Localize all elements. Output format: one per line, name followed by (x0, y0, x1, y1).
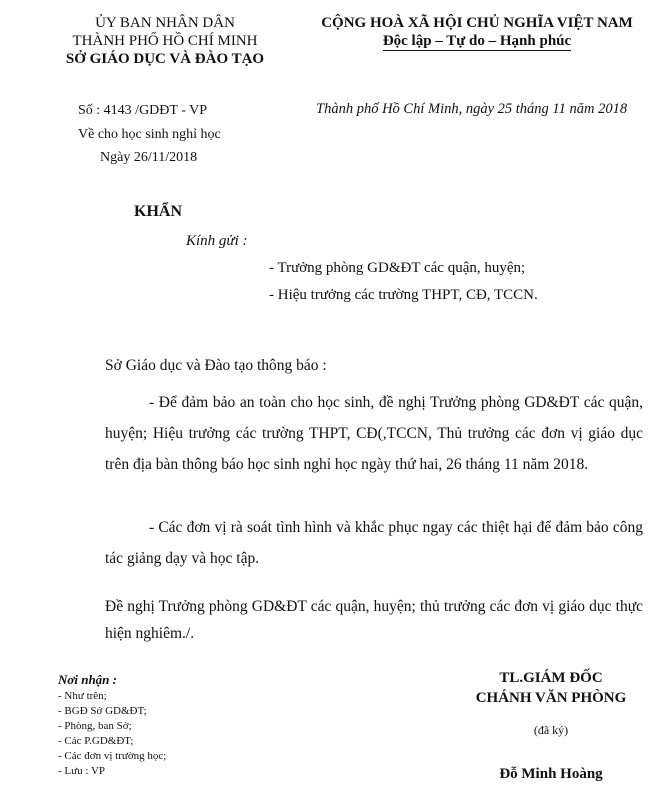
document-number: Số : 4143 /GDĐT - VP (78, 103, 208, 118)
receiver-item: - Các P.GD&ĐT; (58, 735, 134, 747)
greeting: Kính gửi : (186, 233, 248, 249)
paragraph-2-text: - Các đơn vị rà soát tình hình và khắc phục ngay các thiệt hại để đảm bảo công tác giảng dạy và học tập. (105, 519, 643, 567)
signature-line-2: CHÁNH VĂN PHÒNG (475, 690, 627, 706)
place-and-date: Thành phố Hồ Chí Minh, ngày 25 tháng 11 năm 2018 (316, 101, 628, 117)
national-motto (296, 32, 658, 50)
receiver-item: - BGĐ Sở GD&ĐT; (58, 705, 147, 717)
national-motto-text: Độc lập – Tự do – Hạnh phúc (382, 33, 572, 49)
agency-line-1: ỦY BAN NHÂN DÂN (95, 15, 235, 31)
national-name: CỘNG HOÀ XÃ HỘI CHỦ NGHĨA VIỆT NAM (321, 15, 633, 31)
recipient-line-1: - Trưởng phòng GD&ĐT các quận, huyện; (269, 260, 526, 276)
receiver-item: - Phòng, ban Sở; (58, 720, 132, 732)
signed-note: (đã ký) (533, 723, 569, 737)
paragraph-1 (105, 387, 643, 480)
receivers-list (58, 672, 166, 779)
receiver-item: - Như trên; (58, 690, 107, 702)
receivers-title: Nơi nhận : (58, 672, 117, 687)
intro-line: Sở Giáo dục và Đào tạo thông báo : (105, 357, 327, 374)
closing-text: Đề nghị Trưởng phòng GD&ĐT các quận, huyện; thủ trưởng các đơn vị giáo dục thực hiện nghiêm./. (105, 598, 643, 642)
subject: Về cho học sinh nghỉ học (78, 127, 221, 142)
urgency-label: KHẨN (134, 203, 182, 220)
agency-line-2: THÀNH PHỐ HỒ CHÍ MINH (72, 33, 258, 49)
signature-title (456, 668, 646, 708)
national-title (296, 14, 658, 50)
closing-paragraph (105, 593, 643, 647)
signature-line-1: TL.GIÁM ĐỐC (499, 670, 603, 686)
paragraph-1-text: - Để đảm bảo an toàn cho học sinh, đề nghị Trưởng phòng GD&ĐT các quận, huyện; Hiệu trưởng các trường THPT, CĐ(,TCCN, Thủ trưởng các đơn vị giáo dục trên địa bàn thông báo học sinh nghỉ học ngày thứ hai, 26 tháng 11 năm 2018. (105, 394, 643, 473)
subject-date: Ngày 26/11/2018 (100, 150, 198, 165)
receiver-item: - Lưu : VP (58, 765, 106, 777)
issuing-agency (40, 14, 290, 68)
agency-line-3: SỞ GIÁO DỤC VÀ ĐÀO TẠO (65, 51, 265, 67)
recipient-line-2: - Hiệu trưởng các trường THPT, CĐ, TCCN. (269, 287, 538, 303)
paragraph-2 (105, 512, 643, 574)
receiver-item: - Các đơn vị trường học; (58, 750, 167, 762)
signer-name: Đỗ Minh Hoàng (499, 766, 603, 782)
